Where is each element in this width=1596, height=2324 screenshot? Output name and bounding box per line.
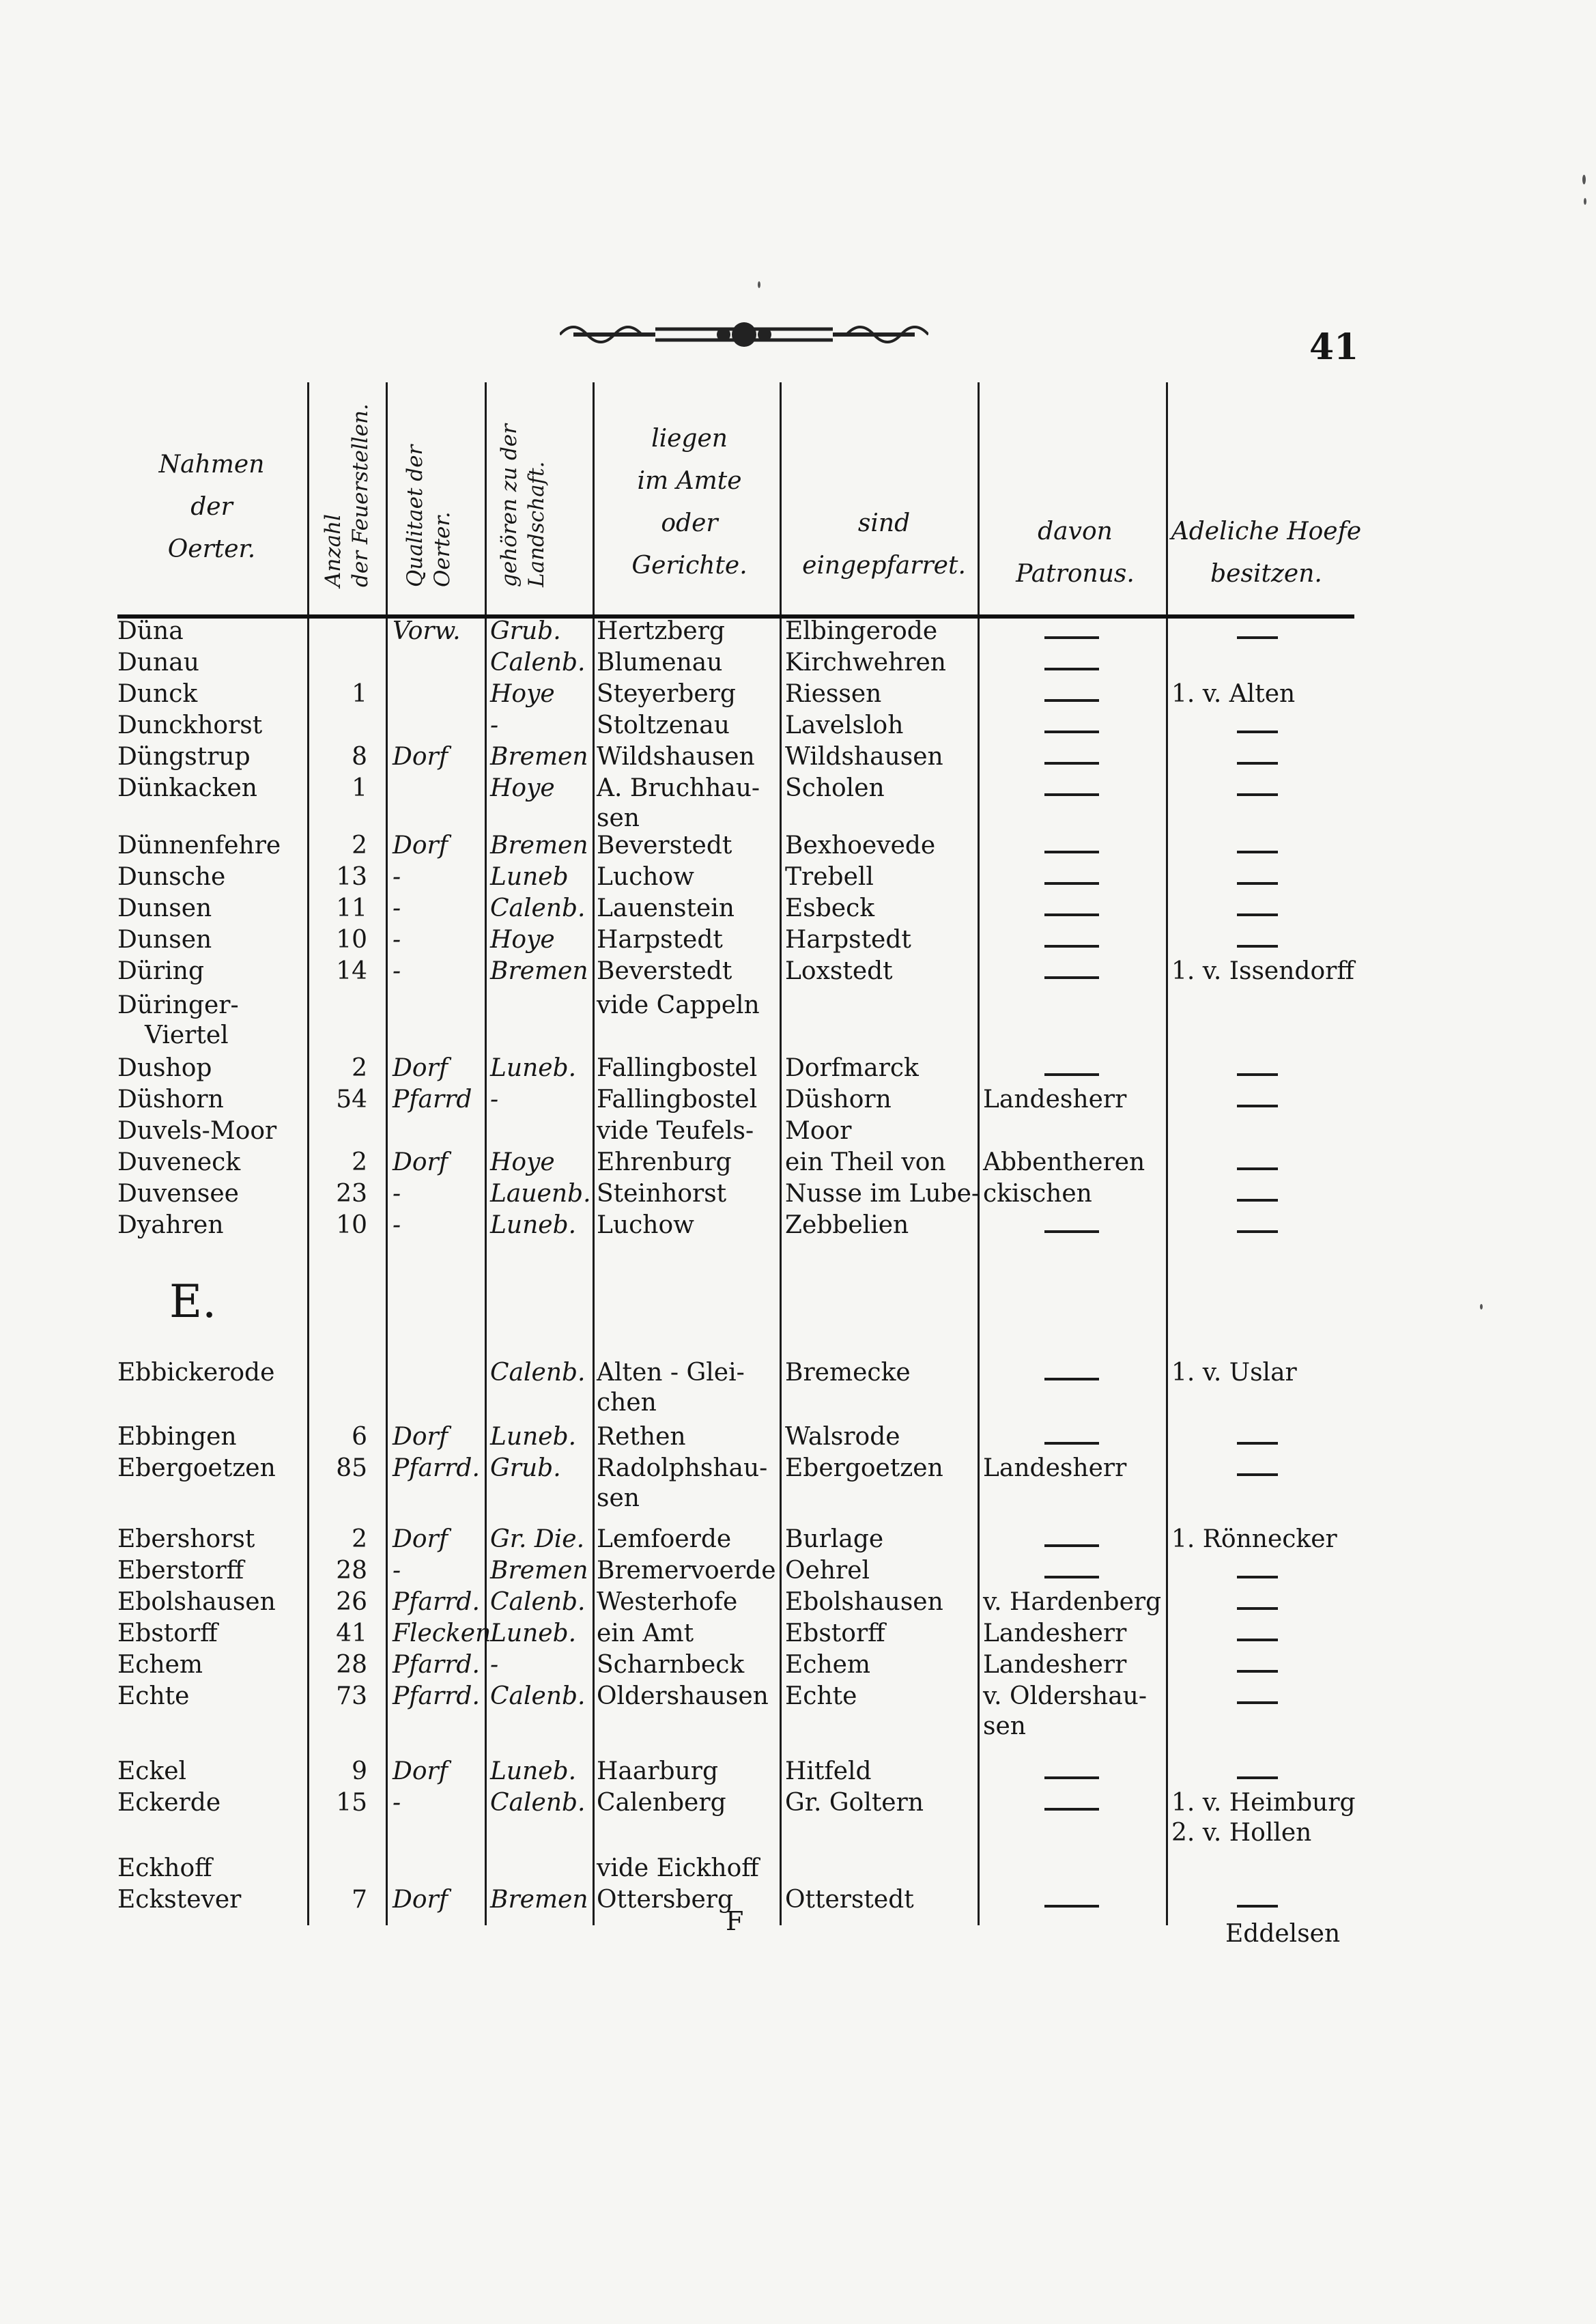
cell-parish: Ebolshausen xyxy=(785,1588,943,1616)
patron-dash xyxy=(1044,668,1099,670)
cell-count: 1 xyxy=(352,774,367,802)
cell-qual: - xyxy=(393,894,401,922)
noble-dash xyxy=(1237,636,1278,639)
cell-land: Luneb. xyxy=(490,1054,577,1082)
cell-office: Ehrenburg xyxy=(597,1148,732,1176)
cell-land: Hoye xyxy=(490,1148,555,1176)
cell-name: Düna xyxy=(117,617,184,645)
cell-office: Lauenstein xyxy=(597,894,735,922)
cell-land: Gr. Die. xyxy=(490,1525,585,1553)
cell-land: - xyxy=(490,711,499,739)
cell-noble: 1. v. Heimburg xyxy=(1171,1789,1356,1817)
cell-qual: Dorf xyxy=(393,1148,448,1176)
patron-dash xyxy=(1044,1378,1099,1380)
cell-land: Luneb. xyxy=(490,1757,577,1785)
column-rule xyxy=(1166,382,1168,1925)
cell-patron: Landesherr xyxy=(983,1619,1127,1647)
cell-office: vide Eickhoff xyxy=(597,1854,759,1882)
header-quality: Qualitaet der Oerter. xyxy=(403,444,455,587)
noble-dash xyxy=(1237,882,1278,885)
cell-name: Ebstorff xyxy=(117,1619,218,1647)
patron-dash xyxy=(1044,1230,1099,1233)
cell-office: Luchow xyxy=(597,863,694,891)
cell-patron: Abbentheren xyxy=(983,1148,1145,1176)
cell-office: Haarburg xyxy=(597,1757,719,1785)
cell-land: Calenb. xyxy=(490,649,586,677)
column-rule xyxy=(978,382,980,1925)
cell-parish: Trebell xyxy=(785,863,874,891)
cell-count: 7 xyxy=(352,1886,367,1914)
header-names: Nahmen der Oerter. xyxy=(158,451,265,563)
cell-qual: - xyxy=(393,863,401,891)
cell-count: 2 xyxy=(352,1054,367,1082)
cell-name: Dunsche xyxy=(117,863,226,891)
cell-name: Dunsen xyxy=(117,894,212,922)
cell-parish: Scholen xyxy=(785,774,885,802)
cell-qual: - xyxy=(393,1557,401,1585)
cell-qual: - xyxy=(393,957,401,985)
noble-dash xyxy=(1237,1576,1278,1578)
noble-dash xyxy=(1237,1639,1278,1641)
cell-parish: Echte xyxy=(785,1682,857,1710)
signature-mark: F xyxy=(726,1906,744,1936)
cell-count: 10 xyxy=(336,926,367,954)
cell-name: Eckhoff xyxy=(117,1854,212,1882)
cell-name: Duvels-Moor xyxy=(117,1117,277,1145)
speck xyxy=(1584,198,1586,205)
cell-count: 41 xyxy=(336,1619,367,1647)
cell-office: Radolphshau- xyxy=(597,1454,768,1482)
cell-office: Alten - Glei- xyxy=(597,1359,745,1387)
cell-count: 13 xyxy=(336,863,367,891)
patron-dash xyxy=(1044,1905,1099,1908)
cell-count: 2 xyxy=(352,832,367,860)
cell-name: Ebolshausen xyxy=(117,1588,276,1616)
noble-dash xyxy=(1237,1670,1278,1673)
cell-office: Blumenau xyxy=(597,649,723,677)
patron-dash xyxy=(1044,1442,1099,1445)
cell-office: vide Teufels- xyxy=(597,1117,754,1145)
cell-land: Lauenb. xyxy=(490,1180,591,1208)
cell-parish: Burlage xyxy=(785,1525,884,1553)
cell-land: - xyxy=(490,1086,499,1114)
cell-qual: Pfarrd xyxy=(393,1086,472,1114)
cell-qual: Vorw. xyxy=(393,617,461,645)
patron-dash xyxy=(1044,913,1099,916)
cell-qual: Dorf xyxy=(393,832,448,860)
cell-qual: Dorf xyxy=(393,1525,448,1553)
cell-land: Calenb. xyxy=(490,1359,586,1387)
column-rule xyxy=(593,382,595,1925)
patron-dash xyxy=(1044,851,1099,853)
cell-qual: Dorf xyxy=(393,1054,448,1082)
cell-office: Beverstedt xyxy=(597,832,732,860)
cell-qual: Pfarrd. xyxy=(393,1588,480,1616)
cell-parish: Bremecke xyxy=(785,1359,911,1387)
cell-name-cont: Viertel xyxy=(145,1021,229,1049)
cell-count: 8 xyxy=(352,743,367,771)
cell-qual: Dorf xyxy=(393,1886,448,1914)
cell-land: Bremen xyxy=(490,957,588,985)
cell-count: 26 xyxy=(336,1588,367,1616)
cell-land: - xyxy=(490,1651,499,1679)
header-rule xyxy=(117,614,1354,619)
noble-dash xyxy=(1237,1442,1278,1445)
cell-name: Duvensee xyxy=(117,1180,239,1208)
cell-noble: 1. v. Issendorff xyxy=(1171,957,1354,985)
cell-patron: ckischen xyxy=(983,1180,1092,1208)
header-noble: Adeliche Hoefe besitzen. xyxy=(1171,518,1362,588)
cell-name: Düshorn xyxy=(117,1086,224,1114)
cell-parish: Lavelsloh xyxy=(785,711,904,739)
patron-dash xyxy=(1044,1544,1099,1547)
cell-land: Hoye xyxy=(490,926,555,954)
cell-noble: 1. Rönnecker xyxy=(1171,1525,1337,1553)
cell-count: 11 xyxy=(336,894,367,922)
cell-parish: Harpstedt xyxy=(785,926,911,954)
patron-dash xyxy=(1044,1776,1099,1779)
column-rule xyxy=(485,382,487,1925)
cell-office: Calenberg xyxy=(597,1789,726,1817)
cell-name: Eckstever xyxy=(117,1886,242,1914)
cell-land: Calenb. xyxy=(490,1682,586,1710)
cell-office: Steinhorst xyxy=(597,1180,727,1208)
cell-name: Dunau xyxy=(117,649,199,677)
patron-dash xyxy=(1044,1073,1099,1076)
cell-name: Ebbingen xyxy=(117,1423,237,1451)
cell-count: 1 xyxy=(352,680,367,708)
cell-parish: Otterstedt xyxy=(785,1886,914,1914)
cell-name: Duveneck xyxy=(117,1148,241,1176)
page-number: 41 xyxy=(1309,326,1359,368)
cell-land: Hoye xyxy=(490,774,555,802)
patron-dash xyxy=(1044,699,1099,702)
cell-office: vide Cappeln xyxy=(597,991,760,1019)
noble-dash xyxy=(1237,945,1278,948)
cell-parish: Ebergoetzen xyxy=(785,1454,943,1482)
cell-office: Ottersberg xyxy=(597,1886,734,1914)
cell-land: Luneb. xyxy=(490,1619,577,1647)
catchword: Eddelsen xyxy=(1225,1920,1341,1948)
cell-name: Düring xyxy=(117,957,205,985)
patron-dash xyxy=(1044,1808,1099,1811)
cell-name: Eckel xyxy=(117,1757,187,1785)
cell-parish: Oehrel xyxy=(785,1557,870,1585)
cell-patron: v. Oldershau- xyxy=(983,1682,1148,1710)
cell-name: Eckerde xyxy=(117,1789,221,1817)
noble-dash xyxy=(1237,1167,1278,1170)
cell-noble-cont: 2. v. Hollen xyxy=(1171,1819,1312,1847)
cell-patron: Landesherr xyxy=(983,1086,1127,1114)
cell-parish: Kirchwehren xyxy=(785,649,946,677)
cell-office-cont: sen xyxy=(597,804,640,832)
column-rule xyxy=(386,382,388,1925)
patron-dash xyxy=(1044,762,1099,765)
cell-name: Ebbickerode xyxy=(117,1359,275,1387)
cell-count: 15 xyxy=(336,1789,367,1817)
cell-land: Calenb. xyxy=(490,1588,586,1616)
noble-dash xyxy=(1237,1105,1278,1107)
cell-land: Luneb. xyxy=(490,1423,577,1451)
header-parish: sind eingepfarret. xyxy=(802,509,966,580)
cell-name: Dunckhorst xyxy=(117,711,263,739)
cell-parish: Esbeck xyxy=(785,894,875,922)
cell-name: Eberstorff xyxy=(117,1557,244,1585)
noble-dash xyxy=(1237,1776,1278,1779)
cell-patron: Landesherr xyxy=(983,1651,1127,1679)
cell-office: Luchow xyxy=(597,1211,694,1239)
cell-count: 6 xyxy=(352,1423,367,1451)
patron-dash xyxy=(1044,976,1099,979)
cell-land: Luneb. xyxy=(490,1211,577,1239)
noble-dash xyxy=(1237,762,1278,765)
cell-name: Dyahren xyxy=(117,1211,224,1239)
cell-count: 73 xyxy=(336,1682,367,1710)
cell-qual: - xyxy=(393,1180,401,1208)
cell-office: Beverstedt xyxy=(597,957,732,985)
cell-office: ein Amt xyxy=(597,1619,694,1647)
cell-count: 10 xyxy=(336,1211,367,1239)
cell-land: Grub. xyxy=(490,1454,561,1482)
cell-office: Steyerberg xyxy=(597,680,736,708)
cell-parish: Gr. Goltern xyxy=(785,1789,924,1817)
cell-parish: Hitfeld xyxy=(785,1757,872,1785)
cell-qual: - xyxy=(393,1211,401,1239)
cell-name: Echem xyxy=(117,1651,203,1679)
cell-parish: Ebstorff xyxy=(785,1619,885,1647)
noble-dash xyxy=(1237,1473,1278,1476)
cell-qual: Flecken xyxy=(393,1619,491,1647)
cell-qual: Dorf xyxy=(393,743,448,771)
cell-office: Wildshausen xyxy=(597,743,755,771)
patron-dash xyxy=(1044,882,1099,885)
patron-dash xyxy=(1044,1576,1099,1578)
cell-parish: Moor xyxy=(785,1117,852,1145)
cell-name: Dünkacken xyxy=(117,774,257,802)
cell-parish: Elbingerode xyxy=(785,617,938,645)
cell-land: Calenb. xyxy=(490,1789,586,1817)
cell-count: 14 xyxy=(336,957,367,985)
cell-qual: Pfarrd. xyxy=(393,1682,480,1710)
cell-qual: Pfarrd. xyxy=(393,1651,480,1679)
cell-patron: v. Hardenberg xyxy=(983,1588,1162,1616)
cell-qual: - xyxy=(393,1789,401,1817)
cell-office: Hertzberg xyxy=(597,617,725,645)
cell-office: Scharnbeck xyxy=(597,1651,745,1679)
cell-count: 54 xyxy=(336,1086,367,1114)
cell-count: 28 xyxy=(336,1651,367,1679)
cell-count: 28 xyxy=(336,1557,367,1585)
cell-name: Ebergoetzen xyxy=(117,1454,276,1482)
cell-land: Calenb. xyxy=(490,894,586,922)
cell-land: Luneb xyxy=(490,863,569,891)
noble-dash xyxy=(1237,1701,1278,1704)
cell-land: Hoye xyxy=(490,680,555,708)
cell-office: Westerhofe xyxy=(597,1588,738,1616)
cell-name: Dunck xyxy=(117,680,198,708)
cell-count: 2 xyxy=(352,1148,367,1176)
column-rule xyxy=(307,382,309,1925)
cell-count: 9 xyxy=(352,1757,367,1785)
cell-office: Fallingbostel xyxy=(597,1086,758,1114)
cell-office-cont: chen xyxy=(597,1389,657,1417)
cell-office-cont: sen xyxy=(597,1484,640,1512)
cell-name: Dünnenfehre xyxy=(117,832,281,860)
noble-dash xyxy=(1237,1199,1278,1202)
cell-noble: 1. v. Alten xyxy=(1171,680,1296,708)
cell-qual: Pfarrd. xyxy=(393,1454,480,1482)
cell-parish: Walsrode xyxy=(785,1423,900,1451)
section-letter: E. xyxy=(169,1275,217,1328)
noble-dash xyxy=(1237,793,1278,796)
noble-dash xyxy=(1237,1230,1278,1233)
cell-land: Bremen xyxy=(490,832,588,860)
column-rule xyxy=(780,382,782,1925)
cell-office: Oldershausen xyxy=(597,1682,769,1710)
cell-land: Bremen xyxy=(490,1557,588,1585)
noble-dash xyxy=(1237,1905,1278,1908)
cell-office: Stoltzenau xyxy=(597,711,730,739)
speck xyxy=(1582,175,1586,184)
cell-qual: - xyxy=(393,926,401,954)
cell-qual: Dorf xyxy=(393,1423,448,1451)
cell-parish: Düshorn xyxy=(785,1086,892,1114)
cell-count: 23 xyxy=(336,1180,367,1208)
cell-parish: Dorfmarck xyxy=(785,1054,919,1082)
cell-name: Düringer- xyxy=(117,991,239,1019)
cell-parish: Nusse im Lube- xyxy=(785,1180,980,1208)
cell-count: 2 xyxy=(352,1525,367,1553)
cell-office: Lemfoerde xyxy=(597,1525,732,1553)
cell-name: Dunsen xyxy=(117,926,212,954)
cell-office: Rethen xyxy=(597,1423,686,1451)
cell-patron: Landesherr xyxy=(983,1454,1127,1482)
cell-count: 85 xyxy=(336,1454,367,1482)
noble-dash xyxy=(1237,1073,1278,1076)
cell-name: Dushop xyxy=(117,1054,212,1082)
cell-parish: Zebbelien xyxy=(785,1211,909,1239)
cell-land: Bremen xyxy=(490,743,588,771)
cell-parish: Wildshausen xyxy=(785,743,943,771)
header-patron: davon Patronus. xyxy=(1016,518,1135,588)
noble-dash xyxy=(1237,913,1278,916)
speck xyxy=(1480,1304,1483,1309)
cell-land: Grub. xyxy=(490,617,561,645)
noble-dash xyxy=(1237,851,1278,853)
cell-parish: Bexhoevede xyxy=(785,832,936,860)
cell-parish: Loxstedt xyxy=(785,957,893,985)
cell-name: Düngstrup xyxy=(117,743,251,771)
patron-dash xyxy=(1044,945,1099,948)
cell-name: Ebershorst xyxy=(117,1525,255,1553)
cell-qual: Dorf xyxy=(393,1757,448,1785)
cell-noble: 1. v. Uslar xyxy=(1171,1359,1297,1387)
patron-dash xyxy=(1044,636,1099,639)
patron-dash xyxy=(1044,793,1099,796)
noble-dash xyxy=(1237,1607,1278,1610)
header-count: Anzahl der Feuerstellen. xyxy=(321,403,373,587)
cell-parish: ein Theil von xyxy=(785,1148,946,1176)
cell-office: Harpstedt xyxy=(597,926,723,954)
speck xyxy=(758,281,760,288)
cell-patron-cont: sen xyxy=(983,1712,1026,1740)
cell-office: Bremervoerde xyxy=(597,1557,776,1585)
ornament-icon xyxy=(560,320,928,350)
cell-name: Echte xyxy=(117,1682,190,1710)
cell-parish: Riessen xyxy=(785,680,882,708)
header-landschaft: gehören zu der Landschaft. xyxy=(497,424,549,587)
patron-dash xyxy=(1044,731,1099,733)
cell-office: Fallingbostel xyxy=(597,1054,758,1082)
noble-dash xyxy=(1237,731,1278,733)
cell-parish: Echem xyxy=(785,1651,871,1679)
cell-office: A. Bruchhau- xyxy=(597,774,760,802)
cell-land: Bremen xyxy=(490,1886,588,1914)
header-office: liegen im Amte oder Gerichte. xyxy=(631,425,747,580)
